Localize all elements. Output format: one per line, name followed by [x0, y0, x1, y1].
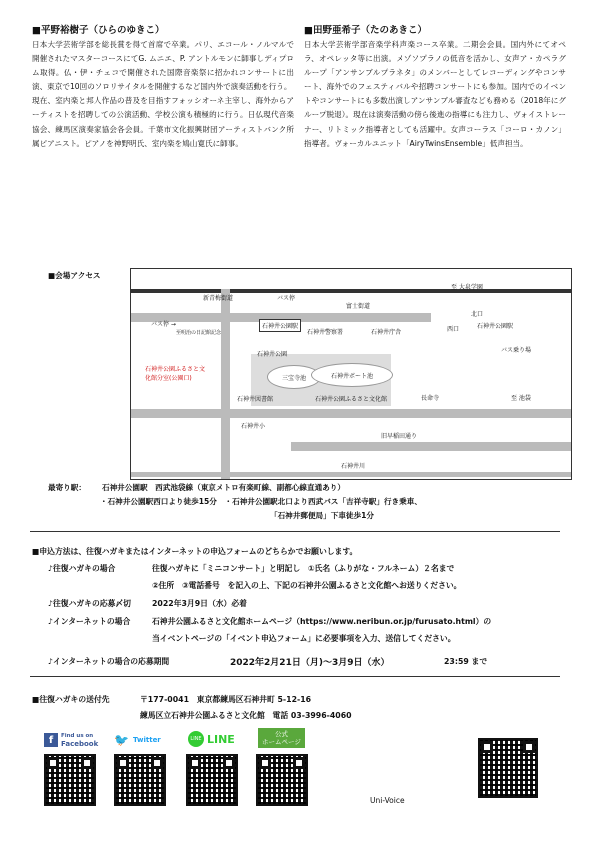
- bio-left-paragraph: 現在、室内楽と邦人作品の普及を目指すフォッシオーネ主宰し、海外からアーティストを招聘しての公演活動、学校公演も積極的に行う。日仏現代音楽協会、練馬区演奏家協会各会員。千葉市文化振興財団アーティストバンク所属ピアニスト。ピアノを神野明氏、室内楽を鳩山寛氏に師事。: [32, 96, 294, 148]
- map-label-kitaguchi: 北口: [471, 311, 484, 318]
- divider-1: [30, 531, 560, 532]
- apply-row1-label: ♪往復ハガキの場合: [48, 564, 116, 573]
- pond-sanpoji-label: 三宝寺池: [281, 374, 306, 382]
- univoice-qr-code[interactable]: [478, 738, 538, 798]
- map-label-nishi: 西口: [447, 326, 460, 333]
- line-badge-text: LINE: [190, 736, 202, 742]
- pond-boat-label: 石神井ボート池: [330, 372, 373, 380]
- pond-boat: [311, 363, 393, 387]
- map-label-shiyakusho: 石神井庁舎: [371, 329, 402, 336]
- road-middle: [131, 409, 571, 418]
- bio-left-heading: ■平野裕樹子（ひらのゆきこ）: [32, 25, 165, 36]
- bio-right-heading: ■田野亜希子（たのあきこ）: [304, 25, 427, 36]
- map-label-ikebukuro: 至 池袋: [511, 395, 531, 402]
- line-qr-code[interactable]: [186, 754, 238, 806]
- nearest-line-1: 石神井公園駅 西武池袋線（東京メトロ有楽町線、副都心線直通あり）: [102, 483, 345, 492]
- apply-row4-label: ♪インターネットの場合の応募期間: [48, 657, 170, 666]
- map-label-busstop: バス停 →: [151, 321, 176, 328]
- facebook-badge[interactable]: [44, 732, 98, 748]
- facebook-top: Find us on: [61, 733, 94, 739]
- map-label-station: 石神井公園駅: [477, 323, 514, 330]
- map-label-river: 石神井川: [341, 463, 366, 470]
- station-shakujii: 石神井公園駅: [259, 319, 301, 332]
- apply-row2-label: ♪往復ハガキの応募〆切: [48, 599, 131, 608]
- twitter-bird-icon: 🐦: [114, 733, 129, 747]
- rail-line: [131, 289, 571, 293]
- apply-row3b-text: 当イベントページの「イベント申込フォーム」に必要事項を入力、送信してください。: [152, 634, 456, 643]
- map-label-venue: 石神井公園ふるさと文化館分室(公園口): [145, 366, 206, 382]
- bio-left-text: [32, 38, 294, 151]
- map-label-tokyo: 至明治の日記館記念: [176, 330, 222, 336]
- apply-row3-label: ♪インターネットの場合: [48, 617, 131, 626]
- apply-row1b-text: ②住所 ③電話番号 を記入の上、下記の石神井公園ふるさと文化館へお送りください。: [152, 581, 462, 590]
- map-label-bunkakan: 石神井公園ふるさと文化館: [315, 396, 388, 403]
- homepage-top: 公式: [274, 730, 288, 738]
- line-icon: [188, 731, 204, 747]
- road-river: [131, 472, 571, 477]
- address-line2: 練馬区立石神井公園ふるさと文化館 電話 03-3996-4060: [140, 711, 352, 720]
- divider-2: [30, 676, 560, 677]
- twitter-qr-code[interactable]: [114, 754, 166, 806]
- apply-row1-text: 往復ハガキに「ミニコンサート」と明記し ①氏名（ふりがな・フルネーム）２名まで: [152, 564, 455, 573]
- nearest-line-2: ・石神井公園駅西口より徒歩15分 ・石神井公園駅北口より西武バス「吉祥寺駅」行き乗車、: [100, 497, 422, 506]
- apply-row2-text: 2022年3月9日（水）必着: [152, 599, 247, 608]
- line-label: LINE: [207, 732, 235, 746]
- map-label-bus: バス停: [277, 295, 296, 302]
- map-label-shinome: 新青梅街道: [203, 295, 234, 302]
- homepage-icon: [258, 728, 305, 748]
- apply-row3-text: 石神井公園ふるさと文化館ホームページ（https://www.neribun.or.jp/furusato.html）の: [152, 617, 492, 626]
- map-label-library: 石神井図書館: [237, 396, 274, 403]
- facebook-bottom: Facebook: [61, 740, 99, 748]
- map-label-choujouin: 長命寺: [421, 395, 440, 402]
- homepage-qr-code[interactable]: [256, 754, 308, 806]
- map-label-shakujii: 石神井小: [241, 423, 266, 430]
- facebook-qr-code[interactable]: [44, 754, 96, 806]
- bio-left-paragraph: 日本大学芸術学部を総長賞を得て首席で卒業。パリ、エコール・ノルマルで開催されたマスターコースにてG. ムニエ、P. アントルモンに師事しディプロム取得。仏・伊・チェコで開催された国際音楽祭に招かれコンサートに出演、東京で10回のソロリサイタルを開催するなど国内外で演奏活動を行う。: [32, 40, 294, 92]
- map-label-park: 石神井公園: [257, 351, 288, 358]
- nearest-line-3: 「石神井郵便局」下車徒歩1分: [270, 511, 375, 520]
- apply-heading: ■申込方法は、往復ハガキまたはインターネットの申込フォームのどちらかでお願いします。: [32, 547, 358, 556]
- address-heading: ■往復ハガキの送付先: [32, 695, 110, 704]
- road-vertical: [221, 289, 230, 479]
- bio-right-paragraph: 日本大学芸術学部音楽学科声楽コース卒業。二期会会員。国内外にてオペラ、オペレッタ等に出演。メゾソプラノの低音を活かし、女声ア・カペラグループ「アンサンブルプラネタ」のメンバーとしてレコーディングやコンサート、海外でのフェスティバルや招聘コンサートにも参加。国内でのイベントやコンサートにも多数出演しアンサンブル審査なども務める（2018年にグループ脱退）。現在は演奏活動の傍ら後進の指導にも注力し、ヴォイストレーナー、リトミック指導者としても活躍中。女声コーラス「コーロ・カノン」指導者。ヴォーカルユニット「AiryTwinsEnsemble」低声担当。: [304, 40, 566, 148]
- access-heading: ■会場アクセス: [48, 271, 101, 280]
- twitter-badge[interactable]: [114, 733, 161, 747]
- nearest-label: 最寄り駅：: [48, 483, 86, 492]
- map-label-kenchou: 石神井警察署: [307, 329, 344, 336]
- bio-right-text: [304, 38, 566, 151]
- line-badge[interactable]: [188, 731, 235, 747]
- apply-row4-text: 2022年2月21日（月)～3月9日（水）: [230, 658, 390, 668]
- map-label-kyuwase: 旧早稲田通り: [381, 433, 418, 440]
- map-label-gakuen: 至 大泉学園: [451, 284, 483, 291]
- address-postal: 〒177-0041 東京都練馬区石神井町 5-12-16: [140, 695, 312, 704]
- facebook-icon: f: [44, 733, 58, 747]
- access-map: [130, 268, 572, 480]
- univoice-credit: Uni-Voice: [370, 796, 405, 805]
- homepage-badge[interactable]: [258, 728, 305, 748]
- homepage-bottom: ホームページ: [262, 738, 301, 746]
- apply-row4-time: 23:59 まで: [444, 657, 488, 666]
- road-kyuwaseda: [291, 442, 571, 451]
- map-label-fuji: 富士街道: [346, 303, 371, 310]
- twitter-label: Twitter: [133, 736, 161, 744]
- map-label-bus-right: バス乗り場: [501, 347, 532, 354]
